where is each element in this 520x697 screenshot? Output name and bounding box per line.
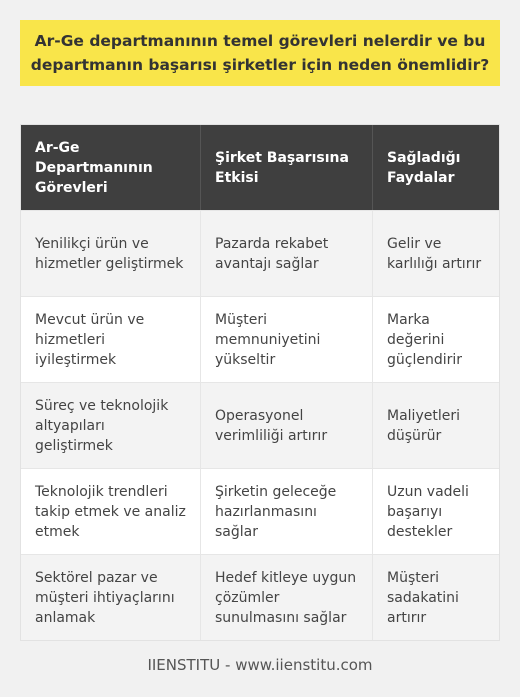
table-cell: Teknolojik trendleri takip etmek ve analiz etmek (21, 469, 201, 554)
column-header: Ar-Ge Departmanının Görevleri (21, 125, 201, 210)
table-cell: Marka değerini güçlendirir (387, 311, 463, 368)
table-row (21, 554, 499, 640)
table-cell: Süreç ve teknolojik altyapıları geliştirmek (21, 383, 201, 468)
table-cell: Uzun vadeli başarıyı destekler (387, 483, 469, 540)
table-row (21, 210, 499, 296)
table-cell: Operasyonel verimliliği artırır (201, 383, 373, 468)
table-row (21, 296, 499, 382)
table-cell: Müşteri memnuniyetini yükseltir (201, 297, 373, 382)
table-cell: Gelir ve karlılığı artırır (387, 235, 482, 272)
table-cell: Şirketin geleceğe hazırlanmasını sağlar (201, 469, 373, 554)
table-cell: Mevcut ürün ve hizmetleri iyileştirmek (21, 297, 201, 382)
table-cell: Pazarda rekabet avantajı sağlar (201, 211, 373, 296)
table-cell: Hedef kitleye uygun çözümler sunulmasını sağlar (201, 555, 373, 640)
page-title: Ar-Ge departmanının temel görevleri nelerdir ve bu departmanın başarısı şirketler için neden önemlidir? (30, 32, 490, 74)
table-cell: Sektörel pazar ve müşteri ihtiyaçlarını anlamak (21, 555, 201, 640)
table-cell: Maliyetleri düşürür (387, 407, 460, 444)
table-cell: Müşteri sadakatini artırır (387, 569, 459, 626)
footer-credit: IIENSTITU - www.iienstitu.com (147, 656, 373, 674)
title-banner (20, 20, 500, 86)
table-row (21, 382, 499, 468)
column-header: Sağladığı Faydalar (387, 149, 461, 186)
table-cell: Yenilikçi ürün ve hizmetler geliştirmek (21, 211, 201, 296)
table-header-row (21, 125, 499, 210)
table-row (21, 468, 499, 554)
info-table (20, 124, 500, 641)
column-header: Şirket Başarısına Etkisi (201, 125, 373, 210)
